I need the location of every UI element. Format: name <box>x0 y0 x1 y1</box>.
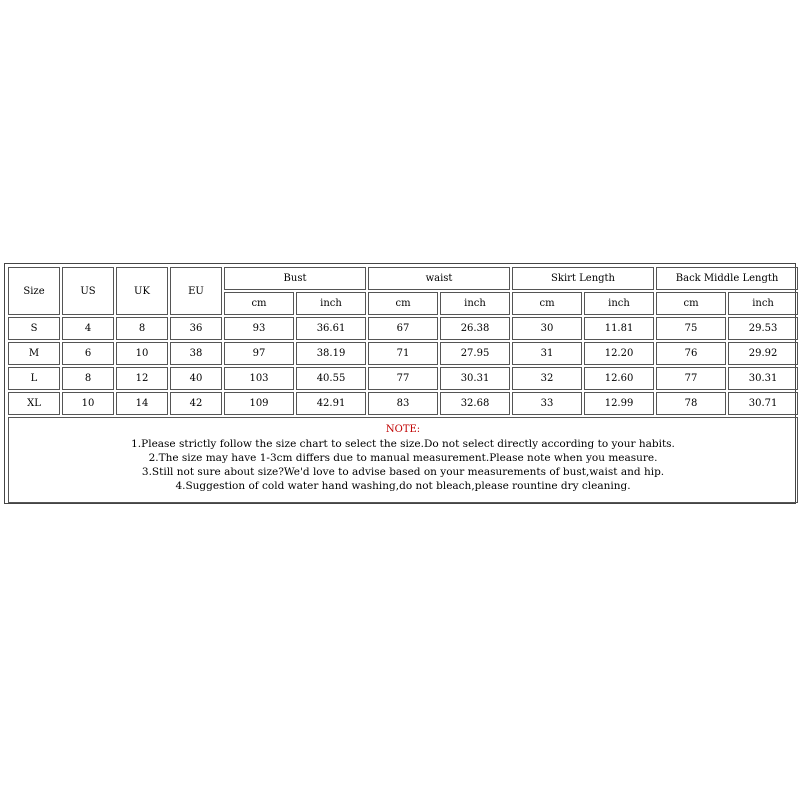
header-eu: EU <box>170 267 222 315</box>
note-line: 1.Please strictly follow the size chart to select the size.Do not select directly according to your habits. <box>131 438 675 450</box>
table-cell: 78 <box>656 392 726 415</box>
table-cell: 71 <box>368 342 438 365</box>
table-cell: 75 <box>656 317 726 340</box>
table-cell: 30 <box>512 317 582 340</box>
table-cell: 30.31 <box>728 367 798 390</box>
unit-header: inch <box>584 292 654 315</box>
table-cell: 30.71 <box>728 392 798 415</box>
table-cell: 10 <box>62 392 114 415</box>
table-cell: 14 <box>116 392 168 415</box>
table-row <box>8 342 798 365</box>
header-back-middle-length: Back Middle Length <box>656 267 798 290</box>
table-row <box>8 392 798 415</box>
header-size: Size <box>8 267 60 315</box>
table-cell: S <box>8 317 60 340</box>
unit-header: inch <box>728 292 798 315</box>
table-cell: 38 <box>170 342 222 365</box>
table-cell: 42 <box>170 392 222 415</box>
table-cell: 8 <box>116 317 168 340</box>
table-cell: 83 <box>368 392 438 415</box>
table-cell: 12.99 <box>584 392 654 415</box>
table-cell: 30.31 <box>440 367 510 390</box>
table-cell: 31 <box>512 342 582 365</box>
table-cell: 29.53 <box>728 317 798 340</box>
table-cell: 8 <box>62 367 114 390</box>
table-cell: 76 <box>656 342 726 365</box>
unit-header: cm <box>512 292 582 315</box>
table-cell: M <box>8 342 60 365</box>
table-cell: 26.38 <box>440 317 510 340</box>
table-cell: XL <box>8 392 60 415</box>
table-cell: 36.61 <box>296 317 366 340</box>
table-cell: 32 <box>512 367 582 390</box>
table-cell: 42.91 <box>296 392 366 415</box>
note-line: 2.The size may have 1-3cm differs due to manual measurement.Please note when you measure. <box>148 452 658 464</box>
table-cell: 38.19 <box>296 342 366 365</box>
header-uk: UK <box>116 267 168 315</box>
table-cell: 29.92 <box>728 342 798 365</box>
table-cell: 109 <box>224 392 294 415</box>
table-cell: 6 <box>62 342 114 365</box>
table-cell: 36 <box>170 317 222 340</box>
table-cell: 12 <box>116 367 168 390</box>
table-cell: 11.81 <box>584 317 654 340</box>
table-cell: 67 <box>368 317 438 340</box>
table-row <box>8 367 798 390</box>
note-title: NOTE: <box>385 424 421 435</box>
unit-header: cm <box>224 292 294 315</box>
table-cell: 77 <box>368 367 438 390</box>
unit-header: cm <box>656 292 726 315</box>
note-line: 3.Still not sure about size?We'd love to advise based on your measurements of bust,waist and hip. <box>141 466 665 478</box>
table-cell: 27.95 <box>440 342 510 365</box>
table-cell: 77 <box>656 367 726 390</box>
size-chart <box>4 263 796 504</box>
header-us: US <box>62 267 114 315</box>
unit-header: cm <box>368 292 438 315</box>
table-cell: 12.20 <box>584 342 654 365</box>
table-cell: 4 <box>62 317 114 340</box>
unit-header: inch <box>440 292 510 315</box>
note-line: 4.Suggestion of cold water hand washing,do not bleach,please rountine dry cleaning. <box>175 480 631 492</box>
header-bust: Bust <box>224 267 366 290</box>
header-waist: waist <box>368 267 510 290</box>
unit-header: inch <box>296 292 366 315</box>
table-cell: 103 <box>224 367 294 390</box>
table-cell: 10 <box>116 342 168 365</box>
table-cell: 40.55 <box>296 367 366 390</box>
size-table <box>6 265 800 505</box>
table-cell: 40 <box>170 367 222 390</box>
header-row-groups <box>8 267 798 290</box>
note-row <box>8 417 798 503</box>
table-cell: 97 <box>224 342 294 365</box>
header-skirt-length: Skirt Length <box>512 267 654 290</box>
table-cell: L <box>8 367 60 390</box>
table-row <box>8 317 798 340</box>
table-cell: 12.60 <box>584 367 654 390</box>
table-cell: 32.68 <box>440 392 510 415</box>
note-cell <box>8 417 798 503</box>
table-cell: 33 <box>512 392 582 415</box>
table-cell: 93 <box>224 317 294 340</box>
